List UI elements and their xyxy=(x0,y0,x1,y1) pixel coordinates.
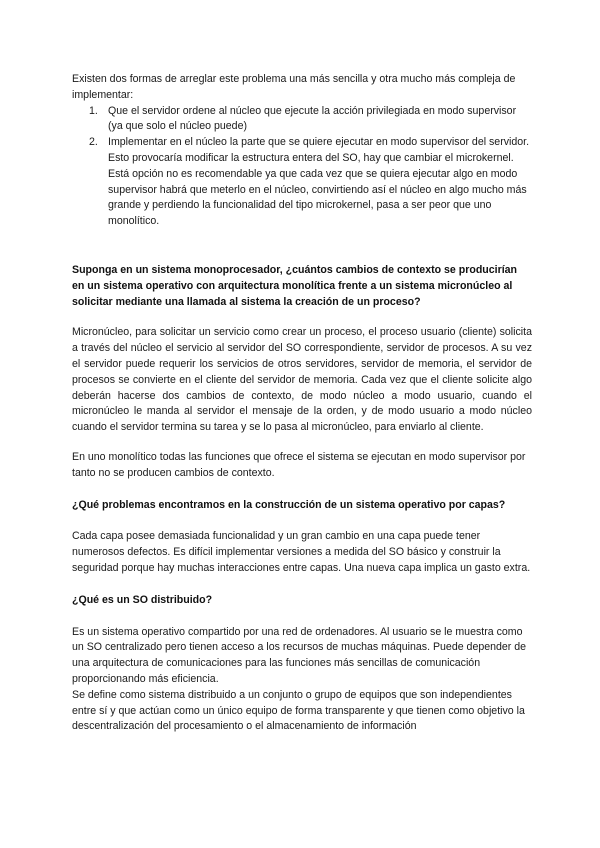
list-item xyxy=(72,135,532,230)
question-heading: ¿Qué es un SO distribuido? xyxy=(72,593,213,606)
question-heading: ¿Qué problemas encontramos en la construcción de un sistema operativo por capas? xyxy=(72,498,506,511)
list-item-text: Que el servidor ordene al núcleo que ejecute la acción privilegiada en modo supervisor (ya que solo el núcleo puede) xyxy=(108,104,517,133)
answer-paragraph: En uno monolítico todas las funciones que ofrece el sistema se ejecutan en modo supervisor por tanto no se producen cambios de contexto. xyxy=(72,450,526,479)
answer-paragraph: Cada capa posee demasiada funcionalidad y un gran cambio en una capa puede tener numerosos defectos. Es difícil implementar versiones a medida del SO básico y construir la seguridad porque hay muchas interacciones entre capas. Una nueva capa implica un gasto extra. xyxy=(72,530,531,574)
list-item-text: Implementar en el núcleo la parte que se quiere ejecutar en modo supervisor del servidor. Esto provocaría modificar la estructura entera del SO, hay que cambiar el microkernel. Está opción no es recomendable ya que cada vez que se quiera ejecutar algo en modo supervisor habrá que meterlo en el núcleo, convirtiendo así el núcleo en algo mucho más grande y perdiendo la funcionalidad del tipo microkernel, pasa a ser peor que uno monolítico. xyxy=(108,136,530,228)
document-page xyxy=(72,72,532,735)
list-number: 1. xyxy=(89,104,98,117)
question-heading: Suponga en un sistema monoprocesador, ¿cuántos cambios de contexto se producirían en un sistema operativo con arquitectura monolítica frente a un sistema micronúcleo al solicitar mediante una llamada al sistema la creación de un proceso? xyxy=(72,263,518,308)
list-number: 2. xyxy=(89,136,98,149)
answer-paragraph: Se define como sistema distribuido a un conjunto o grupo de equipos que son independientes entre sí y que actúan como un único equipo de forma transparente y que tienen como objetivo la descentralización del procesamiento o el almacenamiento de información xyxy=(72,688,525,733)
solutions-list xyxy=(72,104,532,230)
answer-paragraph: Micronúcleo, para solicitar un servicio como crear un proceso, el proceso usuario (cliente) solicita a través del núcleo el servicio al servidor del SO correspondiente, servidor de procesos. A su vez el servidor puede requerir los servicios de otros servidores, servidor de memoria, el servidor de procesos se convierte en el cliente del servidor de memoria. Cada vez que el cliente solicite algo deberán hacerse dos cambios de contexto, de modo núcleo a modo usuario, cuando el micronúcleo le manda al servidor el mensaje de la orden, y de modo usuario a modo núcleo cuando el servidor termina su tarea y se lo pasa al micronúcleo, para enviarlo al cliente. xyxy=(72,326,532,434)
list-item xyxy=(72,104,532,136)
answer-paragraph: Es un sistema operativo compartido por una red de ordenadores. Al usuario se le muestra como un SO centralizado pero tienen acceso a los recursos de muchas máquinas. Puede depender de una arquitectura de comunicaciones para las funciones más sencillas de comunicación proporcionando más eficiencia. xyxy=(72,625,527,685)
intro-paragraph: Existen dos formas de arreglar este problema una más sencilla y otra mucho más compleja de implementar: xyxy=(72,73,516,101)
